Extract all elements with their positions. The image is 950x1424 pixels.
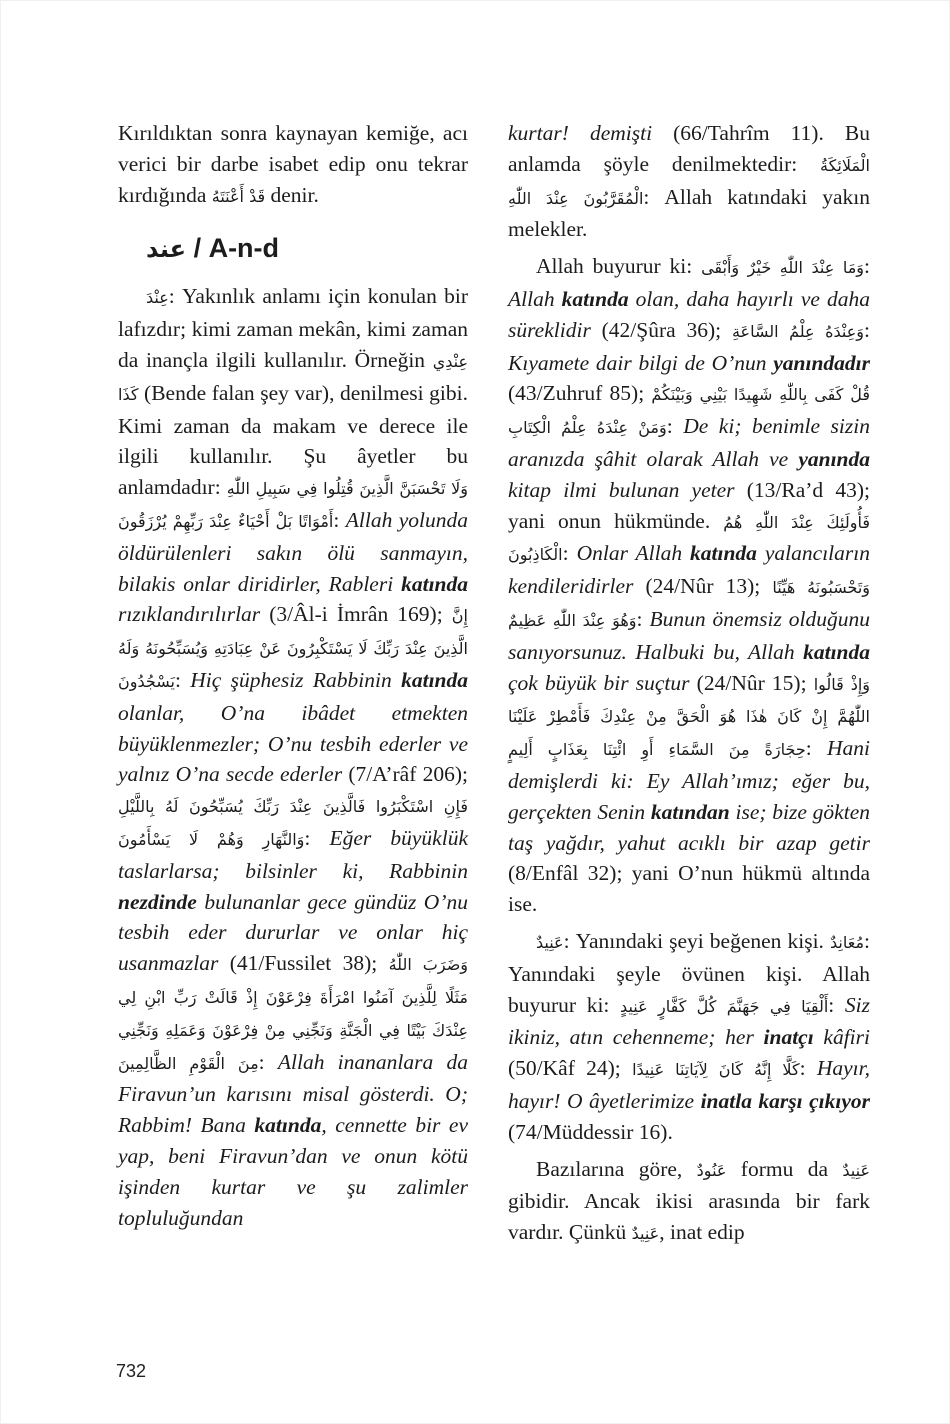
body-text: : [864,317,870,342]
verse-reference: (7/A’râf 206); [342,762,469,787]
entry-heading-arabic: عند [146,235,187,264]
verse-reference: (74/Müddessir 16). [508,1119,673,1144]
page-number: 732 [116,1361,147,1381]
body-text: , inat edip [659,1220,745,1245]
arabic-verse: فَأُولَئِكَ عِنْدَ اللّٰهِ هُمُ الْكَاذِبُونَ [508,512,870,565]
arabic-verse: إِنَّ الَّذِينَ عِنْدَ رَبِّكَ لَا يَسْتَكْبِرُونَ عَنْ عِبَادَتِهِ وَيُسَبِّحُونَهُ وَلَهُ يَسْجُدُونَ [118,606,468,691]
body-text: (66/Tahrîm 11). Bu anlamda şöyle denilmektedir: [508,121,870,176]
verses-paragraph [508,251,870,920]
body-text: : [304,825,330,850]
arabic-phrase: الْمَلَائِكَةُ الْمُقَرَّبُونَ عِنْدَ اللّٰهِ [508,155,870,208]
arabic-term: عِنْدِي كَذَا [118,351,468,404]
verse-translation: Hani demişlerdi ki: Ey Allah’ımız; eğer bu, gerçekten Senin [508,736,870,824]
verse-translation: rızıklandırılırlar [118,602,261,627]
emphasis: katında [401,667,468,692]
emphasis: inatçı [763,1025,814,1050]
entry-heading-latin: / A-n-d [186,233,280,264]
entry-heading [146,230,468,267]
arabic-verse: وَضَرَبَ اللّٰهُ مَثَلًا لِلَّذِينَ آمَنُوا امْرَأَةَ فِرْعَوْنَ إِذْ قَالَتْ رَبِّ ابْنِ لِي عِنْدَكَ بَيْتًا فِي الْجَنَّةِ وَنَجِّنِي مِنْ فِرْعَوْنَ وَعَمَلِهِ وَنَجِّنِي مِنَ الْقَوْمِ الظَّالِمِينَ [118,955,469,1073]
verse-translation: Eğer büyüklük taslarlarsa; bilsinler ki, Rabbinin [118,825,468,883]
body-text: : [864,254,870,279]
verse-translation: Onlar Allah [576,541,691,566]
body-text: : [828,992,845,1017]
arabic-verse: وَمَا عِنْدَ اللّٰهِ خَيْرٌ وَأَبْقَى [701,258,865,278]
emphasis: katında [401,571,468,596]
verse-translation: kurtar! demişti [508,121,653,145]
emphasis: yanında [798,446,870,471]
emphasis: katından [650,799,730,824]
verse-translation: Allah yolunda öldürülenleri sakın ölü sanmayın, bilakis onlar diridirler, Rableri [118,507,468,596]
definition-paragraph [118,281,468,1233]
body-text: formu da [726,1156,843,1181]
verse-translation: olan, daha hayırlı ve daha süreklidir [508,286,870,342]
body-text: : [666,414,684,439]
verse-translation: Allah [508,286,562,311]
closing-paragraph [508,1154,870,1250]
emphasis: inatla karşı çıkıyor [700,1088,870,1113]
body-text: : [333,507,346,532]
verse-reference: (8/Enfâl 32); yani O’nun hükmü altında ise. [508,861,870,917]
body-text: : [636,606,650,631]
emphasis: katında [803,639,870,664]
intro-text-1: Kırıldıktan sonra kaynayan kemiğe, acı verici bir darbe isabet edip onu tekrar kırdığında [118,121,468,207]
body-text: Bazılarına göre, [536,1156,697,1181]
right-column [508,118,870,1250]
verse-reference: (43/Zuhruf 85); [508,381,652,406]
body-text: : Yanındaki şeyle övünen kişi. Allah buyurur ki: [508,928,870,1017]
emphasis: katında [561,286,629,311]
body-text: (Bende falan şey var), denilmesi gibi. Kimi zaman da makam ve derece ile ilgili kullanılır. Şu âyetler bu anlamdadır: [118,380,468,500]
verse-reference: (13/Ra’d 43); yani onun hükmünde. [508,477,870,533]
arabic-verse: كَلَّا إِنَّهُ كَانَ لِآيَاتِنَا عَنِيدًا [632,1060,800,1080]
arabic-verse: فَإِنِ اسْتَكْبَرُوا فَالَّذِينَ عِنْدَ رَبِّكَ يُسَبِّحُونَ لَهُ بِاللَّيْلِ وَالنَّهَارِ وَهُمْ لَا يَسْأَمُونَ [118,797,468,849]
body-text: : [562,541,577,566]
arabic-term: عَنُودٌ [696,1160,727,1180]
verse-translation: Bunun önemsiz olduğunu sanıyorsunuz. Halbuki bu, Allah [508,606,870,664]
continuation-paragraph [508,118,870,245]
verse-reference: (24/Nûr 15); [689,670,814,695]
emphasis: katında [254,1113,322,1138]
arabic-term: عِنْدَ [146,288,169,308]
body-text: : [805,736,827,761]
verse-translation: Kıyamete dair bilgi de O’nun [508,350,774,375]
body-text: : Yanındaki şeyi beğenen kişi. [563,928,830,953]
arabic-verse: قُلْ كَفَى بِاللّٰهِ شَهِيدًا بَيْنِي وَبَيْنَكُمْ وَمَنْ عِنْدَهُ عِلْمُ الْكِتَابِ [508,385,870,438]
arabic-verse: وَتَحْسَبُونَهُ هَيِّنًا وَهُوَ عِنْدَ اللّٰهِ عَظِيمٌ [508,578,870,630]
arabic-term: عَنِيدٌ [842,1160,870,1180]
arabic-verse: وَعِنْدَهُ عِلْمُ السَّاعَةِ [731,321,865,341]
verse-reference: (41/Fussilet 38); [218,951,389,976]
verse-translation: olanlar, O’na ibâdet etmekten büyüklenmezler; O’nu tesbih ederler ve yalnız O’na secde ederler [118,700,468,787]
emphasis: nezdinde [118,889,197,914]
body-text: : [799,1056,817,1081]
body-text: : [174,667,191,692]
verse-translation: kâfiri [813,1025,870,1050]
verse-translation: Hayır, hayır! O âyetlerimize [508,1056,870,1113]
verse-translation: bulunanlar gece gündüz O’nu tesbih eder dururlar ve onlar hiç usanmazlar [118,889,468,976]
arabic-verse: وَإِذْ قَالُوا اللّٰهُمَّ إِنْ كَانَ هٰذَا هُوَ الْحَقَّ مِنْ عِنْدِكَ فَأَمْطِرْ عَلَيْنَا حِجَارَةً مِنَ السَّمَاءِ أَوِ ائْتِنَا بِعَذَابٍ أَلِيمٍ [508,674,871,760]
verse-reference: (50/Kâf 24); [508,1056,633,1081]
verse-translation: Allah inananlara da Firavun’un karısını misal gösterdi. O; Rabbim! Bana [118,1049,468,1138]
arabic-term: عَنِيدٌ [631,1224,660,1244]
body-text: Allah buyurur ki: [536,254,702,279]
arabic-verse: وَلَا تَحْسَبَنَّ الَّذِينَ قُتِلُوا فِي سَبِيلِ اللّٰهِ أَمْوَاتًا بَلْ أَحْيَاءٌ عِنْدَ رَبِّهِمْ يُرْزَقُونَ [118,479,469,531]
arabic-term: عَنِيدٌ [536,932,564,952]
verse-translation: De ki; benimle sizin aranızda şâhit olarak Allah ve [508,414,870,471]
intro-text-2: denir. [265,182,319,207]
verse-translation: yalancıların kendileridirler [508,541,870,599]
verse-translation: Siz ikiniz, atın cehenneme; her [508,992,870,1050]
emphasis: katında [690,541,757,566]
arabic-term: مُعَانِدٌ [830,932,865,952]
intro-paragraph [118,118,468,212]
verse-translation: , cennette bir ev yap, beni Firavun’dan ve onun kötü işinden kurtar ve şu zalimler topluluğundan [118,1113,468,1230]
verse-translation: çok büyük bir suçtur [508,670,690,695]
verse-reference: (3/Âl-i İmrân 169); [260,602,452,627]
arabic-verse: أَلْقِيَا فِي جَهَنَّمَ كُلَّ كَفَّارٍ عَنِيدٍ [620,996,829,1016]
verse-translation: ise; bize gökten taş yağdır, yahut acıklı bir azap getir [508,799,870,855]
body-text: gibidir. Ancak ikisi arasında bir fark vardır. Çünkü [508,1189,870,1245]
body-text: : [258,1049,278,1074]
arabic-term: قَدْ أَعْنَتَهُ [211,186,266,206]
body-text: : Yakınlık anlamı için konulan bir lafızdır; kimi zaman mekân, kimi zaman da inançla ilgili kullanılır. Örneğin [118,284,468,372]
verse-reference: (24/Nûr 13); [633,574,773,599]
verse-reference: (42/Şûra 36); [590,317,732,342]
definition-paragraph [508,926,870,1148]
verse-translation: kitap ilmi bulunan yeter [508,477,735,502]
emphasis: yanındadır [773,350,870,375]
body-text: : Allah katındaki yakın melekler. [508,184,870,242]
left-column [118,118,468,1233]
verse-translation: Hiç şüphesiz Rabbinin [190,667,402,692]
